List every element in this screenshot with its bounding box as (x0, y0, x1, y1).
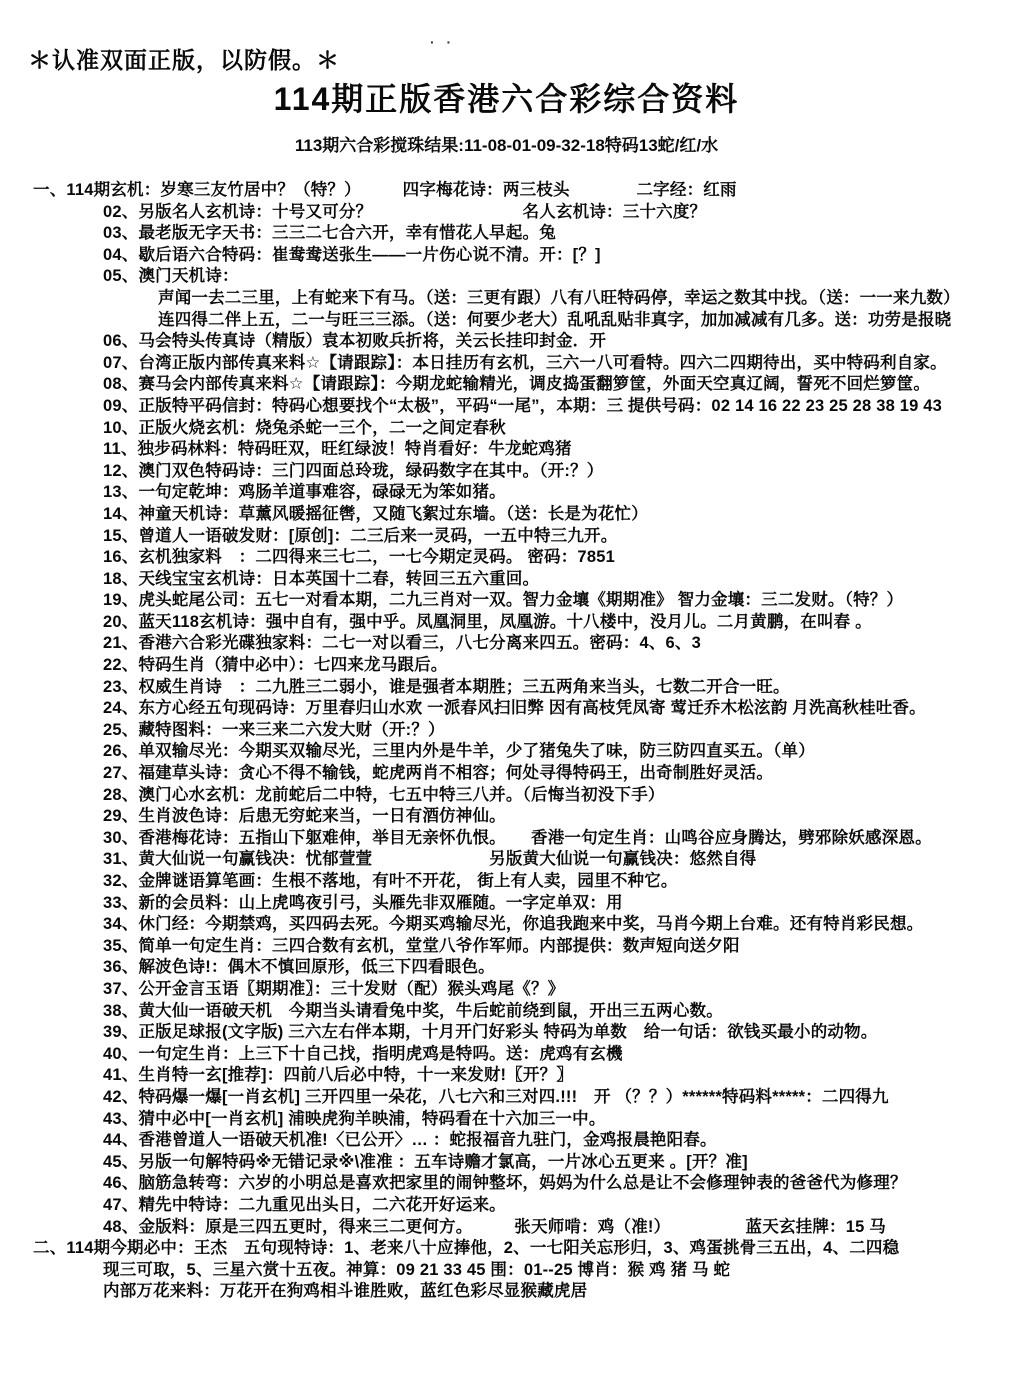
text-line: 24、东方心经五句现码诗：万里春归山水欢 一派春风扫旧弊 因有高枝凭凤寄 莺迁乔木松泫韵 月洗高秋桂吐香。 (103, 699, 926, 718)
text-line: 09、正版特平码信封：特码心想要找个“太极”，平码“一尾”，本期：三 提供号码：02 14 16 22 23 25 28 38 19 43 (103, 396, 943, 415)
text-line: 37、公开金言玉语〖期期准〗：三十发财（配）猴头鸡尾《？》 (103, 979, 565, 998)
text-line: 33、新的会员料：山上虎鸣夜引弓，头雁先非双雁随。一字定单双：用 (103, 893, 623, 912)
text-line: 41、生肖特一玄[推荐]：四前八后必中特，十一来发财!〖开？〗 (103, 1066, 574, 1085)
text-line: 07、台湾正版内部传真来料☆【请跟踪】：本日挂历有玄机，三六一八可看特。四六二四期待出，买中特码利自家。 (103, 353, 947, 372)
anti-fake-notice: ＊认准双面正版，以防假。＊ (28, 47, 340, 73)
text-line: 内部万花来料：万花开在狗鸡相斗谁胜败，蓝红色彩尽显猴藏虎居 (103, 1282, 588, 1301)
text-line: 26、单双输尽光：今期买双输尽光，三里内外是牛羊，少了猪兔失了味，防三防四直买五。（单） (103, 742, 815, 761)
text-line: 06、马会特头传真诗（精版）袁本初败兵折将，关云长挂印封金．开 (103, 332, 607, 351)
text-line: 05、澳门天机诗： (103, 267, 239, 286)
text-line: 连四得二伴上五，二一与旺三三添。（送：何要少老大）乱吼乱贴非真字，加加减减有几多。送：功劳是报晓 (158, 310, 952, 329)
text-line: 29、生肖波色诗：后患无穷蛇来当，一日有酒仿神仙。 (103, 807, 506, 826)
text-line: 48、金版料：原是三四五更时，得来三二更何方。 张天师啃：鸡（准!） 蓝天玄挂牌：15 马 (103, 1217, 886, 1236)
text-line: 声闻一去二三里，上有蛇来下有马。（送：三更有跟）八有八旺特码停，幸运之数其中找。（送：一一来九数） (158, 288, 960, 307)
text-line: 20、蓝天118玄机诗：强中自有，强中乎。凤凰洞里，凤凰游。十八楼中，没月儿。二月黄鹏，在叫春 。 (103, 612, 872, 631)
text-line: 36、解波色诗!：偶木不慎回原形，低三下四看眼色。 (103, 958, 495, 977)
text-line: 40、一句定生肖：上三下十自己找，指明虎鸡是特吗。送：虎鸡有玄機 (103, 1044, 623, 1063)
text-line: 一、114期玄机：岁寒三友竹居中？（特？） 四字梅花诗：两三枝头 二字经：红雨 (33, 181, 737, 199)
text-line: 43、猜中必中[一肖玄机] 浦映虎狗羊映浦，特码看在十六加三一中。 (103, 1109, 606, 1128)
text-line: 47、精先中特诗：二九重见出头日，二六花开好运来。 (103, 1195, 506, 1214)
text-line: 10、正版火烧玄机：烧兔杀蛇一三个，二一之间定春秋 (103, 418, 506, 437)
text-line: 28、澳门心水玄机：龙前蛇后二中特，七五中特三八并。（后悔当初没下手） (103, 785, 665, 804)
stray-dots: · · (430, 34, 456, 50)
text-line: 11、独步码林料：特码旺双，旺红绿波！特肖看好：牛龙蛇鸡猪 (103, 440, 572, 459)
text-line: 34、休门经：今期禁鸡，买四码去死。今期买鸡输尽光，你追我跑来中奖，马肖今期上台难。还有特肖彩民想。 (103, 915, 924, 934)
text-line: 19、虎头蛇尾公司：五七一对看本期，二九三肖对一双。智力金壤《期期准》 智力金壤：三二发财。（特？） (103, 591, 904, 610)
text-line: 08、赛马会内部传真来料☆【请跟踪】：今期龙蛇输精光，调皮捣蛋翻箩筐，外面天空真辽阔，誓死不回烂箩筐。 (103, 375, 931, 394)
text-line: 45、另版一句解特码※无错记录※\准准 ：五车诗赡才氯高，一片冰心五更来 。[开？准] (103, 1152, 748, 1171)
text-line: 46、脑筋急转弯：六岁的小明总是喜欢把家里的闹钟整坏，妈妈为什么总是让不会修理钟表的爸爸代为修理？ (103, 1174, 907, 1193)
text-line: 13、一句定乾坤：鸡肠羊道事难容，碌碌无为笨如猪。 (103, 483, 506, 502)
text-line: 14、神童天机诗：草薰风暖摇征辔，又随飞絮过东墙。（送：长是为花忙） (103, 504, 648, 523)
text-line: 21、香港六合彩光碟独家料：二七一对以看三，八七分离来四五。密码：4、6、3 (103, 634, 701, 653)
text-line: 二、114期今期必中：王杰 五句现特诗：1、老来八十应捧他，2、一七阳关忘形归，3、鸡蛋挑骨三五出，4、二四稳 (33, 1239, 900, 1258)
text-line: 04、歇后语六合特码：崔鸯鸯送张生——一片伤心说不清。开：[？] (103, 245, 601, 264)
previous-draw-result: 113期六合彩搅珠结果:11-08-01-09-32-18特码13蛇/红/水 (294, 136, 719, 155)
page-title: 114期正版香港六合彩综合资料 (273, 81, 740, 117)
text-line: 32、金牌谜语算笔画：生根不落地，有叶不开花， 街上有人卖，园里不种它。 (103, 872, 678, 890)
text-line: 23、权威生肖诗 ：二九胜三二弱小，谁是强者本期胜；三五两角来当头，七数二开合一旺。 (103, 677, 790, 696)
text-line: 22、特码生肖（猜中必中）：七四来龙马跟后。 (103, 656, 448, 675)
text-line: 31、黄大仙说一句赢钱决：忧郁萱萱 另版黄大仙说一句赢钱决：悠然自得 (103, 850, 757, 869)
text-line: 42、特码爆一爆[一肖玄机] 三开四里一朵花，八七六和三对四.!!! 开 （？？）******特码料*****：二四得九 (103, 1087, 889, 1106)
text-line: 12、澳门双色特码诗：三门四面总玲珑，绿码数字在其中。（开:？） (103, 461, 604, 480)
text-line: 03、最老版无字天书：三三二七合六开，幸有惜花人早起。兔 (103, 224, 556, 243)
text-line: 38、黄大仙一语破天机 今期当头请看兔中奖，牛后蛇前绕到鼠，开出三五两心数。 (103, 1001, 723, 1020)
text-line: 27、福建草头诗：贪心不得不输钱，蛇虎两肖不相容；何处寻得特码王，出奇制胜好灵活。 (103, 764, 774, 783)
text-line: 02、另版名人玄机诗：十号又可分？ 名人玄机诗：三十六度？ (103, 202, 707, 221)
text-line: 35、简单一句定生肖：三四合数有玄机，堂堂八爷作军师。内部提供：数声短向送夕阳 (103, 936, 740, 955)
text-line: 25、藏特图料：一来三来二六发大财（开:？） (103, 720, 445, 739)
text-line: 16、玄机独家料 ：二四得来三七二，一七今期定灵码。 密码：7851 (103, 548, 615, 567)
text-line: 44、香港曾道人一语破天机准!〈已公开〉… ：蛇报福音九驻门，金鸡报晨艳阳春。 (103, 1131, 717, 1150)
text-line: 现三可取，5、三星六赏十五夜。神算：09 21 33 45 围：01--25 博肖：猴 鸡 猪 马 蛇 (103, 1260, 731, 1279)
text-line: 15、曾道人一语破发财：[原创]：二三后来一灵码，一五中特三九开。 (103, 526, 618, 545)
text-line: 30、香港梅花诗：五指山下躯难伸，举目无亲怀仇恨。 香港一句定生肖：山鸣谷应身腾达，劈邪除妖感深恩。 (103, 828, 932, 847)
text-line: 39、正版足球报(文字版) 三六左右伴本期，十月开门好彩头 特码为单数 给一句话：欲钱买最小的动物。 (103, 1023, 878, 1042)
text-line: 18、天线宝宝玄机诗：日本英国十二春，转回三五六重回。 (103, 569, 540, 588)
line-list (33, 180, 1008, 1303)
